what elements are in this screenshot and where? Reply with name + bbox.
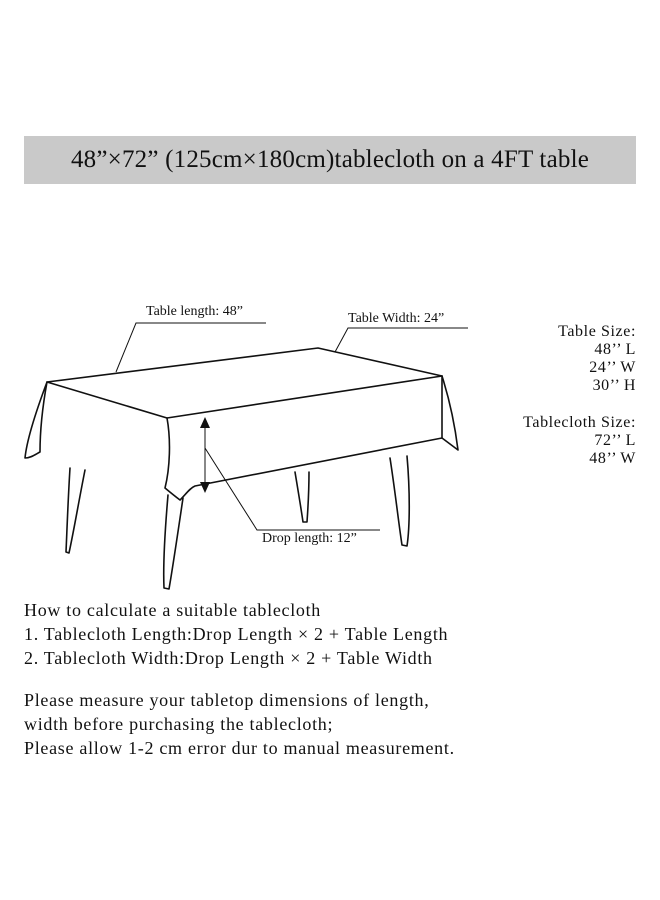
tablecloth-size-length: 72’’ L: [594, 432, 636, 449]
table-width-label: Table Width: 24”: [348, 311, 445, 326]
note-line: Please measure your tabletop dimensions of length,: [24, 690, 430, 710]
table-length-label: Table length: 48”: [146, 304, 243, 319]
back-middle-leg: [295, 472, 309, 522]
tablecloth-size-block: [523, 414, 636, 468]
drop-length-leader: [205, 448, 380, 530]
table-size-height: 30’’ H: [592, 377, 636, 394]
back-right-leg: [390, 456, 409, 546]
drop-arrow-top-head: [200, 417, 210, 428]
right-drape: [442, 376, 458, 450]
howto-step-width: 2. Tablecloth Width:Drop Length × 2 + Table Width: [24, 648, 433, 668]
table-size-block: [558, 323, 636, 395]
front-drape: [165, 376, 442, 500]
note-line: Please allow 1-2 cm error dur to manual measurement.: [24, 738, 455, 758]
drop-length-label: Drop length: 12”: [262, 531, 357, 546]
drop-arrow-bottom-head: [200, 482, 210, 493]
tablecloth-size-width: 48’’ W: [589, 450, 636, 467]
howto-heading: How to calculate a suitable tablecloth: [24, 600, 321, 620]
tablecloth-size-heading: Tablecloth Size:: [523, 414, 636, 431]
note-line: width before purchasing the tablecloth;: [24, 714, 334, 734]
front-right-leg: [164, 495, 183, 589]
measurement-notes: [24, 688, 455, 760]
page-title: 48”×72” (125cm×180cm)tablecloth on a 4FT table: [70, 146, 590, 173]
tabletop-outline: [47, 348, 442, 418]
table-width-leader: [335, 328, 468, 352]
table-size-length: 48’’ L: [594, 341, 636, 358]
left-drape: [25, 382, 47, 458]
table-size-width: 24’’ W: [589, 359, 636, 376]
calculation-instructions: [24, 598, 448, 670]
front-left-leg: [66, 468, 85, 553]
table-size-heading: Table Size:: [558, 323, 636, 340]
howto-step-length: 1. Tablecloth Length:Drop Length × 2 + Table Length: [24, 624, 449, 644]
title-banner: [24, 136, 636, 184]
